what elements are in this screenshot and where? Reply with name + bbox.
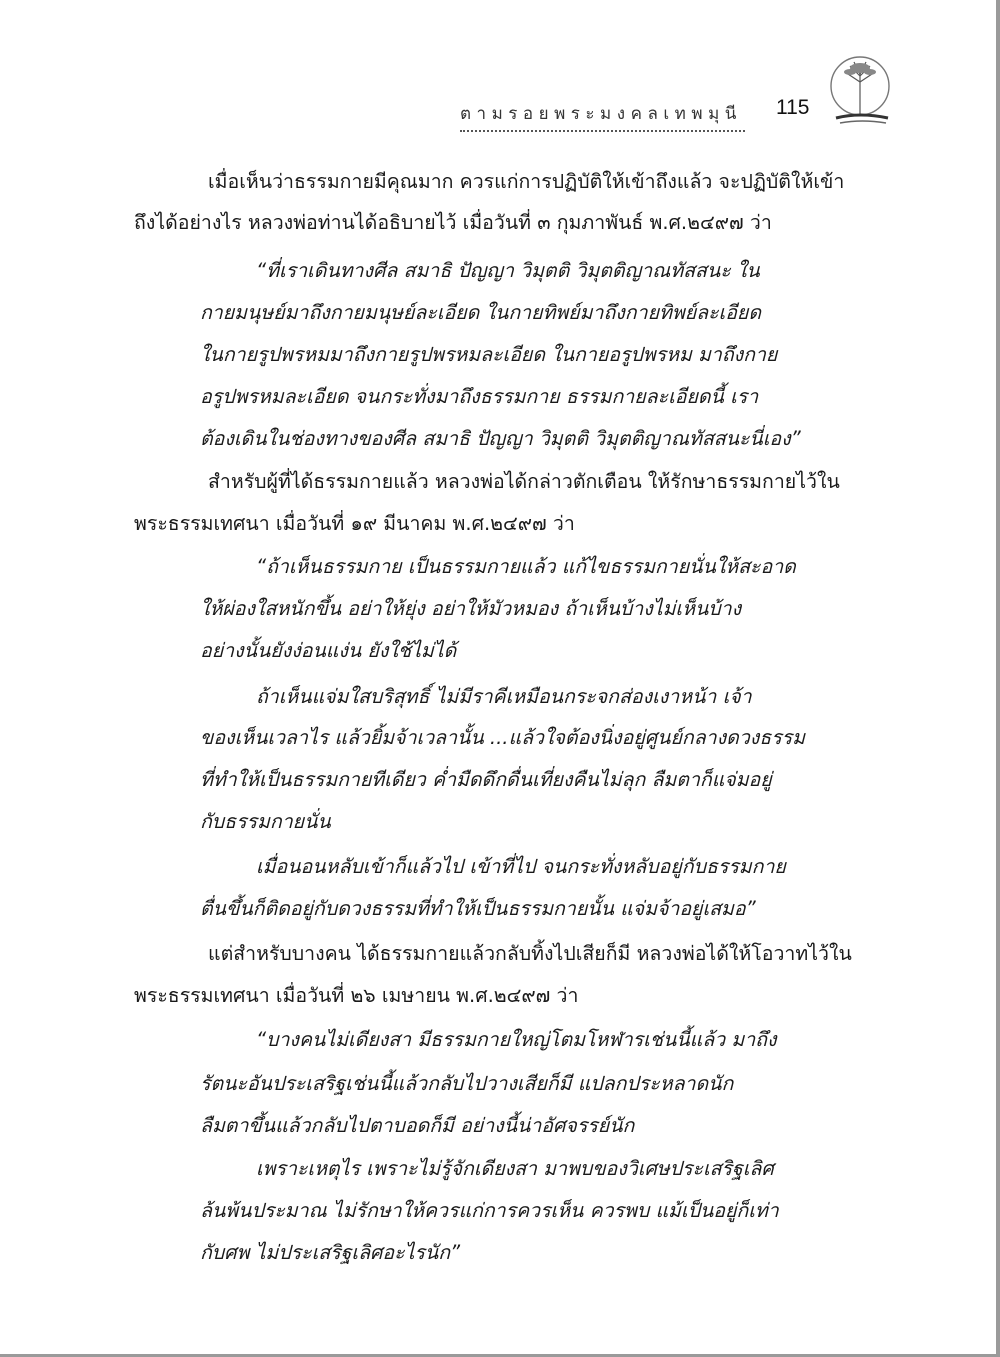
text-line: ตื่นขึ้นก็ติดอยู่กับดวงธรรมที่ทำให้เป็นธรรมกายนั้น แจ่มจ้าอยู่เสมอ” (200, 897, 756, 920)
text-line: สำหรับผู้ที่ได้ธรรมกายแล้ว หลวงพ่อได้กล่าวตักเตือน ให้รักษาธรรมกายไว้ใน (208, 470, 840, 493)
text-line: “บางคนไม่เดียงสา มีธรรมกายใหญ่โตมโหฬารเช่นนี้แล้ว มาถึง (256, 1028, 777, 1051)
text-line: พระธรรมเทศนา เมื่อวันที่ ๑๙ มีนาคม พ.ศ.๒๔๙๗ ว่า (134, 512, 575, 535)
title-dotted-rule (460, 130, 745, 132)
text-line: ที่ทำให้เป็นธรรมกายทีเดียว ค่ำมืดดึกดื่นเที่ยงคืนไม่ลุก ลืมตาก็แจ่มอยู่ (200, 768, 772, 791)
text-line: “ที่เราเดินทางศีล สมาธิ ปัญญา วิมุตติ วิมุตติญาณทัสสนะ ใน (256, 259, 760, 282)
text-line: ของเห็นเวลาไร แล้วยิ้มจ้าเวลานั้น ...แล้วใจต้องนิ่งอยู่ศูนย์กลางดวงธรรม (200, 726, 805, 749)
text-line: กับธรรมกายนั่น (200, 810, 331, 833)
text-line: ลืมตาขึ้นแล้วกลับไปตาบอดก็มี อย่างนี้น่าอัศจรรย์นัก (200, 1114, 635, 1137)
lotus-pond-emblem-icon (830, 50, 894, 134)
text-line: พระธรรมเทศนา เมื่อวันที่ ๒๖ เมษายน พ.ศ.๒๔๙๗ ว่า (134, 984, 579, 1007)
text-line: เพราะเหตุไร เพราะไม่รู้จักเดียงสา มาพบของวิเศษประเสริฐเลิศ (256, 1157, 774, 1180)
text-line: ถึงได้อย่างไร หลวงพ่อท่านได้อธิบายไว้ เมื่อวันที่ ๓ กุมภาพันธ์ พ.ศ.๒๔๙๗ ว่า (134, 211, 772, 234)
text-line: ถ้าเห็นแจ่มใสบริสุทธิ์ ไม่มีราคีเหมือนกระจกส่องเงาหน้า เจ้า (256, 685, 752, 708)
page-number: 115 (776, 96, 810, 119)
text-line: แต่สำหรับบางคน ได้ธรรมกายแล้วกลับทิ้งไปเสียก็มี หลวงพ่อได้ให้โอวาทไว้ใน (208, 942, 852, 965)
text-line: อรูปพรหมละเอียด จนกระทั่งมาถึงธรรมกาย ธรรมกายละเอียดนี้ เรา (200, 385, 759, 408)
page-edge-right (996, 0, 1000, 1357)
text-line: ล้นพ้นประมาณ ไม่รักษาให้ควรแก่การควรเห็น ควรพบ แม้เป็นอยู่ก็เท่า (200, 1199, 779, 1222)
text-line: ในกายรูปพรหมมาถึงกายรูปพรหมละเอียด ในกายอรูปพรหม มาถึงกาย (200, 343, 778, 366)
running-title: ตามรอยพระมงคลเทพมุนี (460, 104, 742, 124)
text-line: ต้องเดินในช่องทางของศีล สมาธิ ปัญญา วิมุตติ วิมุตติญาณทัสสนะนี่เอง” (200, 427, 801, 450)
text-line: เมื่อเห็นว่าธรรมกายมีคุณมาก ควรแก่การปฏิบัติให้เข้าถึงแล้ว จะปฏิบัติให้เข้า (208, 170, 845, 193)
text-line: รัตนะอันประเสริฐเช่นนี้แล้วกลับไปวางเสียก็มี แปลกประหลาดนัก (200, 1072, 734, 1095)
text-line: กายมนุษย์มาถึงกายมนุษย์ละเอียด ในกายทิพย์มาถึงกายทิพย์ละเอียด (200, 301, 762, 324)
text-line: ให้ผ่องใสหนักขึ้น อย่าให้ยุ่ง อย่าให้มัวหมอง ถ้าเห็นบ้างไม่เห็นบ้าง (200, 597, 742, 620)
text-line: “ถ้าเห็นธรรมกาย เป็นธรรมกายแล้ว แก้ไขธรรมกายนั่นให้สะอาด (256, 555, 796, 578)
text-line: กับศพ ไม่ประเสริฐเลิศอะไรนัก” (200, 1241, 461, 1264)
text-line: อย่างนั้นยังง่อนแง่น ยังใช้ไม่ได้ (200, 639, 457, 662)
text-line: เมื่อนอนหลับเข้าก็แล้วไป เข้าที่ไป จนกระทั่งหลับอยู่กับธรรมกาย (256, 855, 786, 878)
